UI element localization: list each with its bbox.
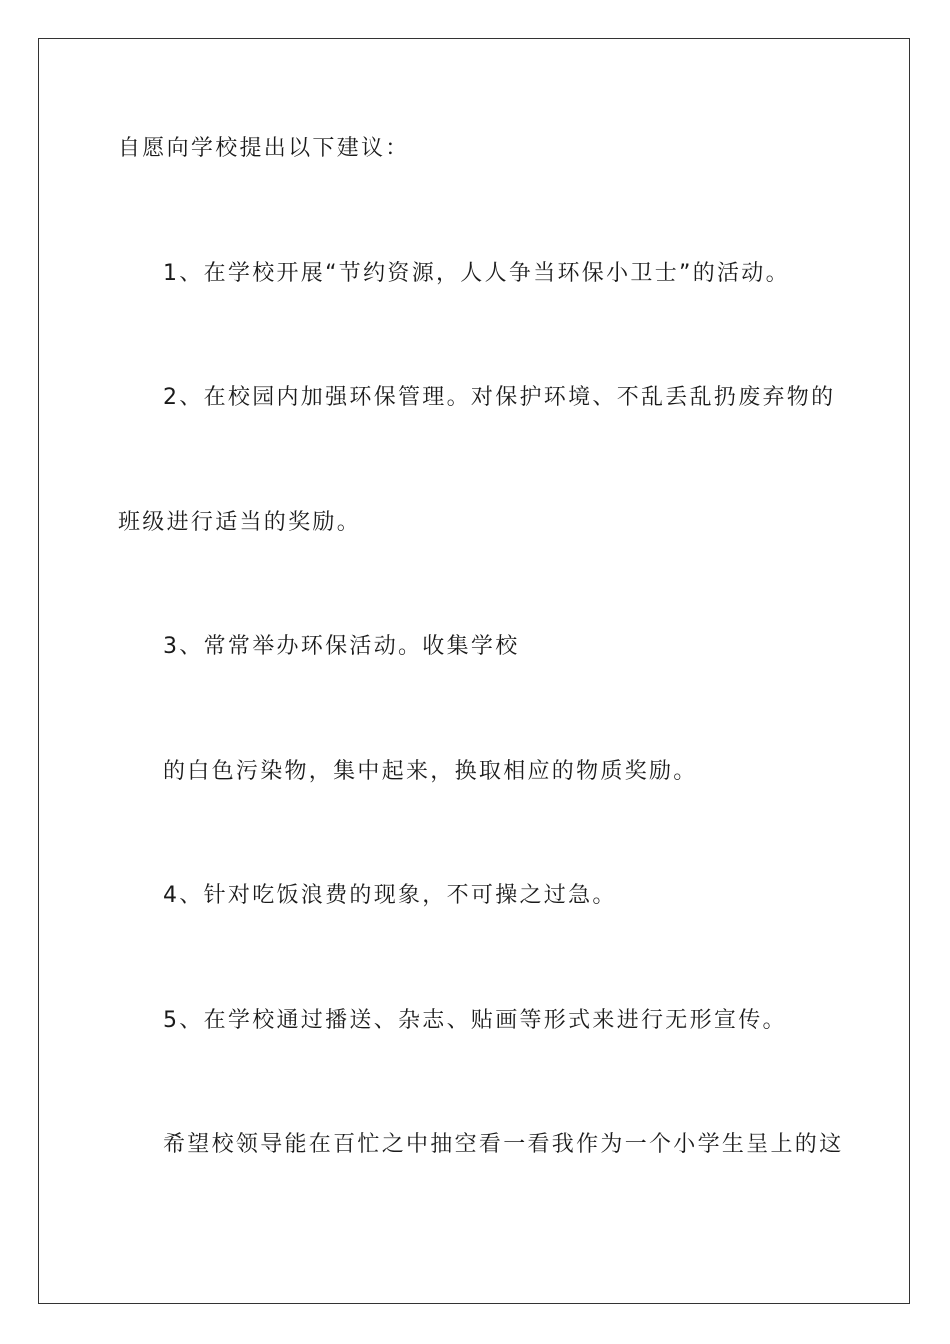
suggestion-3-continued: 的白色污染物，集中起来，换取相应的物质奖励。 (163, 759, 698, 784)
intro-line: 自愿向学校提出以下建议： (118, 136, 410, 161)
closing-line: 希望校领导能在百忙之中抽空看一看我作为一个小学生呈上的这 (163, 1132, 844, 1157)
suggestion-5: 5、在学校通过播送、杂志、贴画等形式来进行无形宣传。 (163, 1008, 787, 1033)
suggestion-1: 1、在学校开展“节约资源，人人争当环保小卫士”的活动。 (163, 261, 790, 286)
suggestion-4: 4、针对吃饭浪费的现象，不可操之过急。 (163, 883, 617, 908)
page-border (38, 38, 910, 1304)
suggestion-2: 2、在校园内加强环保管理。对保护环境、不乱丢乱扔废弃物的 (163, 385, 836, 410)
suggestion-3: 3、常常举办环保活动。收集学校 (163, 634, 520, 659)
suggestion-2-continued: 班级进行适当的奖励。 (118, 510, 362, 535)
